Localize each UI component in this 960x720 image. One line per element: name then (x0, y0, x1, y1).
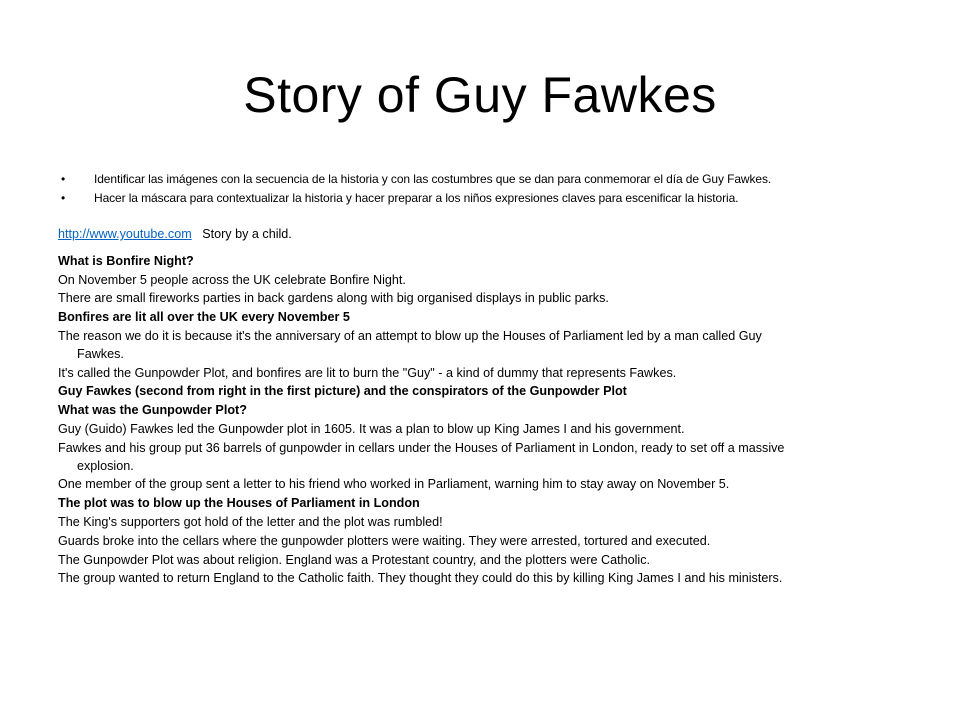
paragraph-text: Guy (Guido) Fawkes led the Gunpowder plot in 1605. It was a plan to blow up King James I and his government. (58, 421, 685, 436)
bullet-text: Identificar las imágenes con la secuencia de la historia y con las costumbres que se dan para conmemorar el día de Guy Fawkes. (94, 172, 772, 186)
paragraph (58, 514, 918, 532)
paragraph-text: It's called the Gunpowder Plot, and bonfires are lit to burn the "Guy" - a kind of dummy that represents Fawkes. (58, 365, 677, 380)
paragraph-text: The group wanted to return England to the Catholic faith. They thought they could do this by killing King James I and his ministers. (58, 571, 783, 586)
bullet-item (56, 189, 936, 208)
paragraph (58, 421, 918, 439)
paragraph-continuation: explosion. (77, 458, 134, 473)
bullet-dot-icon: • (61, 172, 66, 186)
paragraph-heading (58, 495, 918, 513)
paragraph-text: Bonfires are lit all over the UK every November 5 (58, 310, 350, 325)
paragraph-text: One member of the group sent a letter to his friend who worked in Parliament, warning him to stay away on November 5. (58, 477, 730, 492)
paragraph-text: Guy Fawkes (second from right in the first picture) and the conspirators of the Gunpowder Plot (58, 384, 627, 399)
paragraph-text: Guards broke into the cellars where the gunpowder plotters were waiting. They were arrested, tortured and executed. (58, 533, 711, 548)
spacer (58, 245, 918, 253)
body-text (58, 226, 918, 589)
paragraph-text: The King's supporters got hold of the letter and the plot was rumbled! (58, 514, 443, 529)
youtube-link[interactable]: http://www.youtube.com (58, 227, 192, 241)
paragraph-text: There are small fireworks parties in back gardens along with big organised displays in public parks. (58, 291, 609, 306)
paragraph (58, 328, 918, 364)
paragraph-text: The plot was to blow up the Houses of Parliament in London (58, 496, 420, 511)
paragraph-text: The Gunpowder Plot was about religion. England was a Protestant country, and the plotters were Catholic. (58, 552, 651, 567)
paragraph (58, 272, 918, 290)
paragraph-text: What was the Gunpowder Plot? (58, 403, 247, 418)
bullet-item (56, 170, 936, 189)
paragraph-heading (58, 309, 918, 327)
link-suffix: Story by a child. (191, 227, 292, 241)
bullet-dot-icon: • (61, 191, 66, 205)
paragraph (58, 290, 918, 308)
paragraph (58, 552, 918, 570)
paragraph-text: On November 5 people across the UK celebrate Bonfire Night. (58, 272, 406, 287)
paragraph-text: The reason we do it is because it's the anniversary of an attempt to blow up the Houses of Parliament led by a man called Guy (58, 328, 762, 343)
paragraph-heading (58, 402, 918, 420)
paragraph (58, 476, 918, 494)
paragraphs (58, 253, 918, 588)
link-line (58, 226, 918, 244)
bullet-text: Hacer la máscara para contextualizar la historia y hacer preparar a los niños expresiones claves para escenificar la historia. (94, 191, 739, 205)
paragraph-heading (58, 253, 918, 271)
paragraph (58, 365, 918, 383)
paragraph (58, 533, 918, 551)
paragraph-text: Fawkes and his group put 36 barrels of gunpowder in cellars under the Houses of Parliament in London, ready to set off a massive (58, 440, 785, 455)
paragraph (58, 440, 918, 476)
paragraph-continuation: Fawkes. (77, 346, 124, 361)
paragraph (58, 570, 918, 588)
bullet-list (56, 170, 936, 208)
paragraph-heading (58, 383, 918, 401)
paragraph-text: What is Bonfire Night? (58, 253, 194, 268)
slide-title: Story of Guy Fawkes (243, 67, 717, 123)
